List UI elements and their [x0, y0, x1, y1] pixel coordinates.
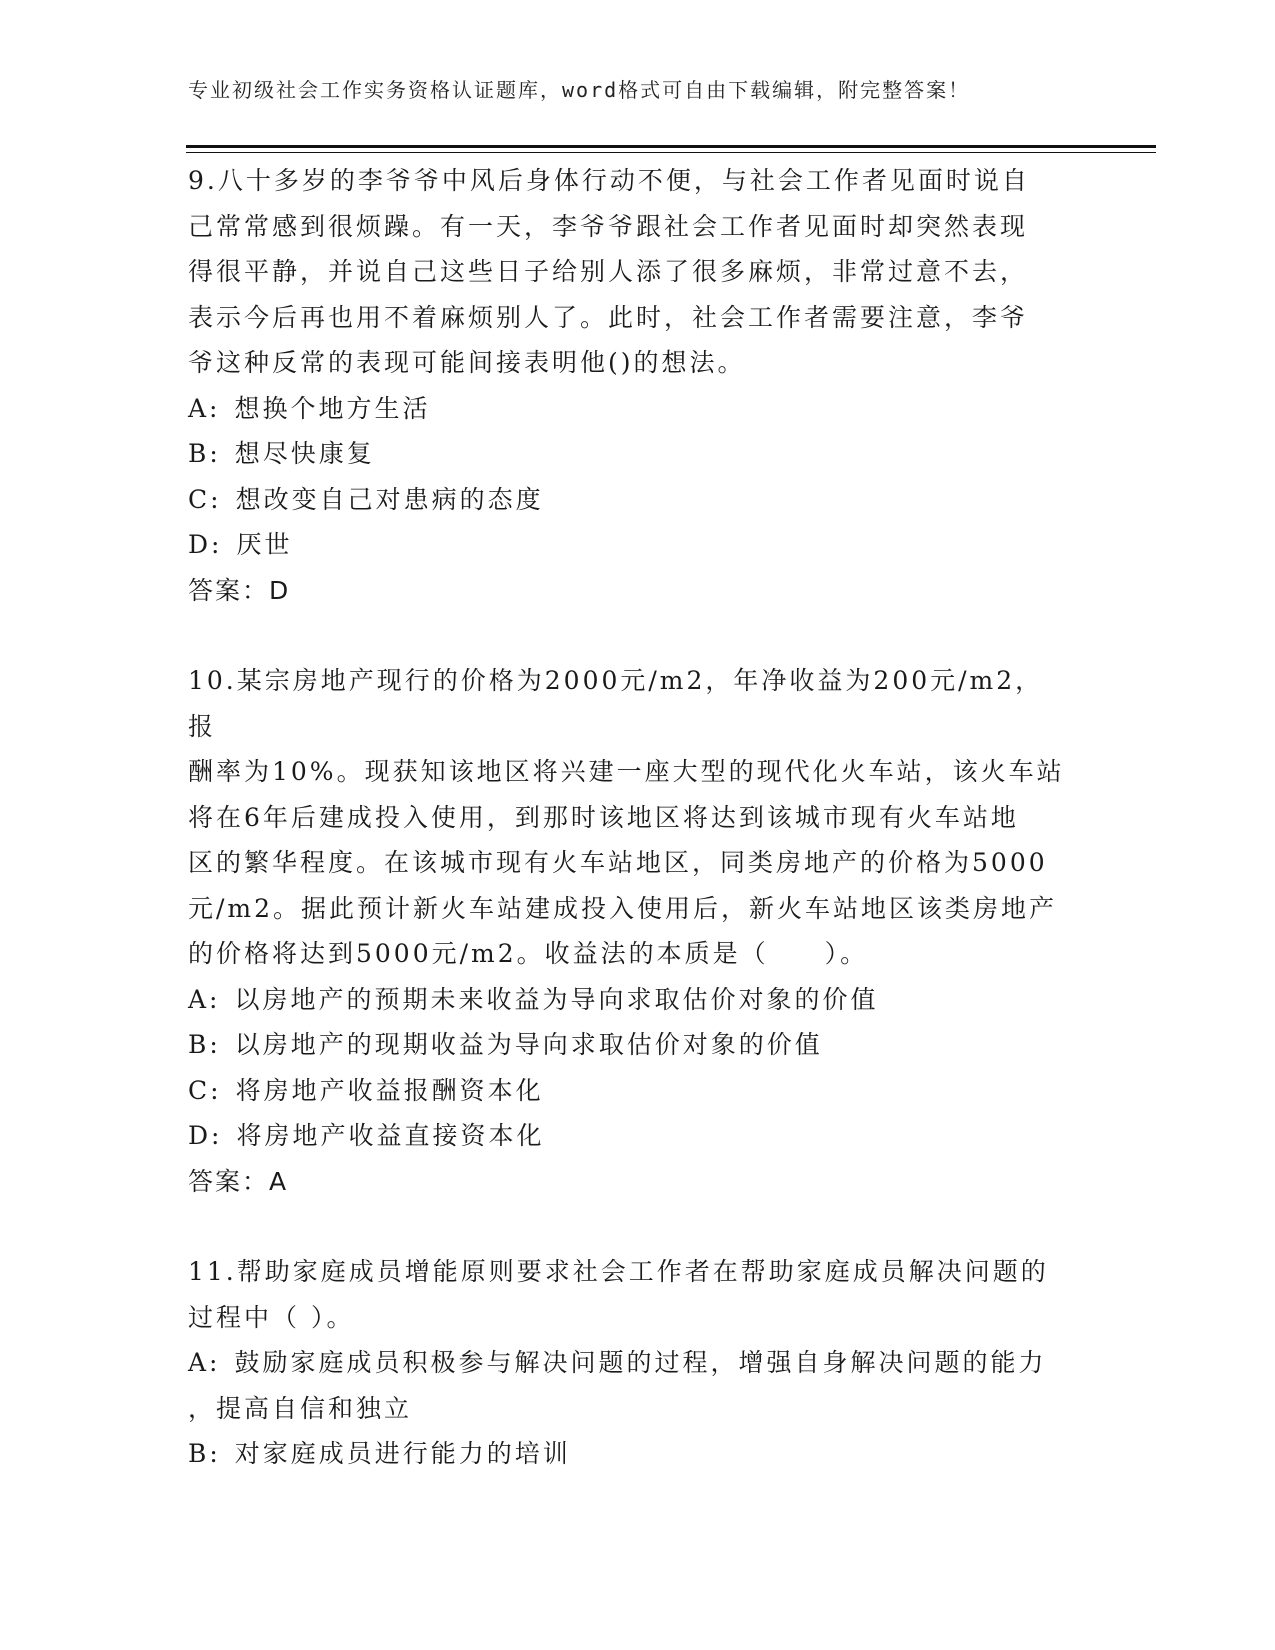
option-c — [188, 1068, 1068, 1114]
question-stem-line: 己常常感到很烦躁。有一天，李爷爷跟社会工作者见面时却突然表现 — [188, 211, 1029, 241]
question-stem-line: 酬率为10%。现获知该地区将兴建一座大型的现代化火车站，该火车站 — [188, 757, 1065, 786]
option-letter: A: — [188, 393, 221, 423]
option-letter: C: — [188, 1075, 222, 1105]
option-letter: B: — [188, 1439, 221, 1468]
option-letter: D: — [188, 530, 223, 559]
option-letter: D: — [188, 1121, 223, 1150]
question-stem-line: 表示今后再也用不着麻烦别人了。此时，社会工作者需要注意，李爷 — [188, 302, 1029, 332]
option-b — [188, 1022, 1068, 1068]
option-d — [188, 522, 1068, 568]
question-stem-line: 11.帮助家庭成员增能原则要求社会工作者在帮助家庭成员解决问题的 — [188, 1257, 1049, 1286]
question-stem-line: 的价格将达到5000元/m2。收益法的本质是（ ）。 — [188, 939, 869, 968]
answer-line: 答案：D — [188, 575, 291, 605]
option-text: 想换个地方生活 — [234, 393, 431, 423]
option-b — [188, 1431, 1068, 1477]
option-text: 厌世 — [236, 530, 293, 559]
option-text: 想改变自己对患病的态度 — [235, 484, 544, 514]
option-a-continuation: ，提高自信和独立 — [188, 1393, 413, 1423]
question-spacer — [188, 1204, 1088, 1249]
option-letter: A: — [188, 1348, 221, 1377]
question-stem-line: 将在6年后建成投入使用，到那时该地区将达到该城市现有火车站地 — [188, 802, 1019, 832]
header-rule-thick — [186, 145, 1156, 148]
page-header: 专业初级社会工作实务资格认证题库，word格式可自由下载编辑，附完整答案！ — [188, 78, 971, 102]
option-text: 将房地产收益直接资本化 — [236, 1121, 545, 1150]
option-letter: A: — [188, 984, 221, 1014]
question-11 — [188, 1249, 1088, 1477]
option-text: 鼓励家庭成员积极参与解决问题的过程，增强自身解决问题的能力 — [234, 1348, 1047, 1377]
option-a — [188, 1340, 1068, 1386]
option-text: 以房地产的预期未来收益为导向求取估价对象的价值 — [234, 984, 879, 1014]
option-text: 对家庭成员进行能力的培训 — [234, 1439, 571, 1468]
option-letter: C: — [188, 484, 222, 514]
question-stem-line: 9.八十多岁的李爷爷中风后身体行动不便，与社会工作者见面时说自 — [188, 166, 1030, 195]
question-stem-line: 过程中（ ）。 — [188, 1302, 355, 1332]
question-stem-line: 元/m2。据此预计新火车站建成投入使用后，新火车站地区该类房地产 — [188, 893, 1058, 923]
header-rule-thin — [186, 152, 1156, 153]
option-letter: B: — [188, 1030, 221, 1059]
question-stem-line: 10.某宗房地产现行的价格为2000元/m2，年净收益为200元/m2，报 — [188, 666, 1044, 741]
question-stem-line: 区的繁华程度。在该城市现有火车站地区，同类房地产的价格为5000 — [188, 848, 1048, 877]
question-stem-line: 得很平静，并说自己这些日子给别人添了很多麻烦，非常过意不去， — [188, 257, 1029, 286]
option-text: 想尽快康复 — [234, 439, 375, 468]
answer-line: 答案：A — [188, 1166, 289, 1196]
question-spacer — [188, 613, 1088, 658]
option-b — [188, 431, 1068, 477]
option-letter: B: — [188, 439, 221, 468]
option-c — [188, 477, 1068, 523]
option-a — [188, 386, 1068, 432]
question-list — [188, 158, 1088, 1477]
option-text: 将房地产收益报酬资本化 — [235, 1075, 544, 1105]
option-d — [188, 1113, 1068, 1159]
option-text: 以房地产的现期收益为导向求取估价对象的价值 — [234, 1030, 823, 1059]
question-10 — [188, 658, 1088, 1204]
question-stem-line: 爷这种反常的表现可能间接表明他()的想法。 — [188, 348, 746, 377]
option-a — [188, 977, 1068, 1023]
question-9 — [188, 158, 1088, 613]
